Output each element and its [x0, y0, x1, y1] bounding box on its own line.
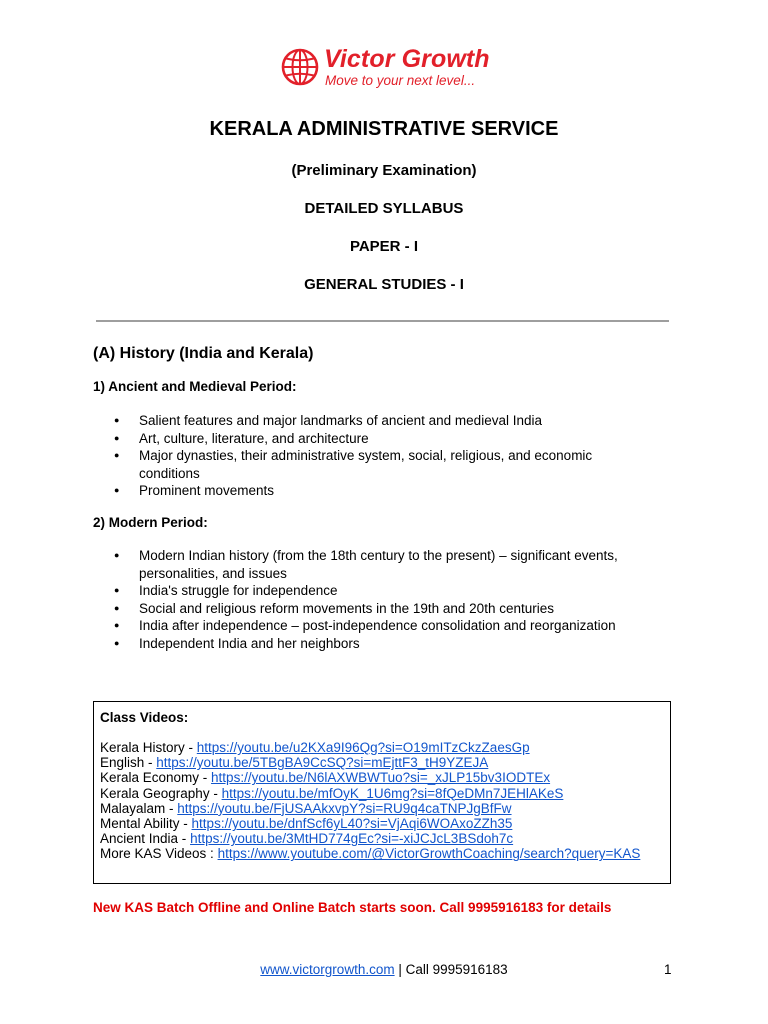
video-label: Kerala Geography - [100, 785, 222, 801]
class-videos-title: Class Videos: [100, 710, 189, 725]
list-item: ● Social and religious reform movements in the 19th and 20th centuries [112, 600, 652, 618]
exam-subtitle: (Preliminary Examination) [291, 162, 477, 179]
batch-promo-text: New KAS Batch Offline and Online Batch starts soon. Call 9995916183 for details [93, 900, 612, 915]
video-label: Kerala Economy - [100, 770, 212, 786]
doc-type-heading: DETAILED SYLLABUS [304, 200, 464, 217]
video-link[interactable]: https://www.youtube.com/@VictorGrowthCoaching/search?query=KAS [217, 846, 641, 862]
video-link[interactable]: https://youtu.be/5TBgBA9CcSQ?si=mEjttF3_tH9YZEJA [156, 755, 489, 771]
video-link-row [100, 831, 640, 846]
video-label: More KAS Videos : [100, 846, 218, 862]
ancient-medieval-list [112, 412, 652, 500]
list-item: ● Art, culture, literature, and architecture [112, 430, 652, 448]
video-link[interactable]: https://youtu.be/dnfScf6yL40?si=VjAqi6WOAxoZZh35 [191, 816, 513, 832]
list-item: ● India's struggle for independence [112, 582, 652, 600]
list-item: ● Salient features and major landmarks of ancient and medieval India [112, 412, 652, 430]
modern-period-list [112, 547, 652, 652]
video-link-row [100, 740, 640, 755]
page-number: 1 [664, 962, 672, 977]
video-links-list [100, 740, 640, 862]
video-link[interactable]: https://youtu.be/N6lAXWBWTuo?si=_xJLP15bv3IODTEx [211, 770, 551, 786]
video-link-row [100, 755, 640, 770]
horizontal-divider [96, 320, 669, 322]
video-label: Kerala History - [100, 740, 197, 755]
logo [280, 44, 500, 94]
video-link[interactable]: https://youtu.be/mfOyK_1U6mg?si=8fQeDMn7JEHlAKeS [221, 785, 564, 801]
subject-heading: GENERAL STUDIES - I [304, 276, 464, 293]
globe-icon [280, 47, 320, 87]
list-item: ● Modern Indian history (from the 18th century to the present) – significant events, personalities, and issues [112, 547, 652, 582]
list-item: ● Independent India and her neighbors [112, 635, 652, 653]
list-item: ● Prominent movements [112, 482, 652, 500]
paper-heading: PAPER - I [349, 238, 419, 255]
list-item: ● India after independence – post-independence consolidation and reorganization [112, 617, 652, 635]
video-link[interactable]: https://youtu.be/3MtHD774gEc?si=-xiJCJcL3BSdoh7c [190, 831, 514, 847]
section-heading: (A) History (India and Kerala) [93, 345, 314, 362]
document-title: KERALA ADMINISTRATIVE SERVICE [209, 118, 559, 140]
video-label: English - [100, 755, 157, 771]
video-link[interactable]: https://youtu.be/FjUSAAkxvpY?si=RU9q4caTNPJgBfFw [177, 800, 512, 816]
subsection-heading-ancient: 1) Ancient and Medieval Period: [93, 379, 297, 394]
logo-name: Victor Growth [324, 45, 490, 73]
page-footer [0, 962, 768, 977]
video-link-row [100, 786, 640, 801]
class-videos-box [93, 701, 671, 884]
video-label: Mental Ability - [100, 816, 192, 832]
video-link-row [100, 816, 640, 831]
video-label: Ancient India - [100, 831, 191, 847]
list-item: ● Major dynasties, their administrative system, social, religious, and economic conditions [112, 447, 652, 482]
subsection-heading-modern: 2) Modern Period: [93, 515, 208, 530]
video-link[interactable]: https://youtu.be/u2KXa9I96Qg?si=O19mITzCkzZaesGp [196, 740, 530, 755]
video-label: Malayalam - [100, 800, 178, 816]
video-link-row [100, 846, 640, 861]
website-link[interactable]: www.victorgrowth.com [260, 962, 395, 977]
video-link-row [100, 770, 640, 785]
logo-tagline: Move to your next level... [325, 73, 476, 88]
footer-call-text: | Call 9995916183 [394, 962, 508, 977]
video-link-row [100, 801, 640, 816]
